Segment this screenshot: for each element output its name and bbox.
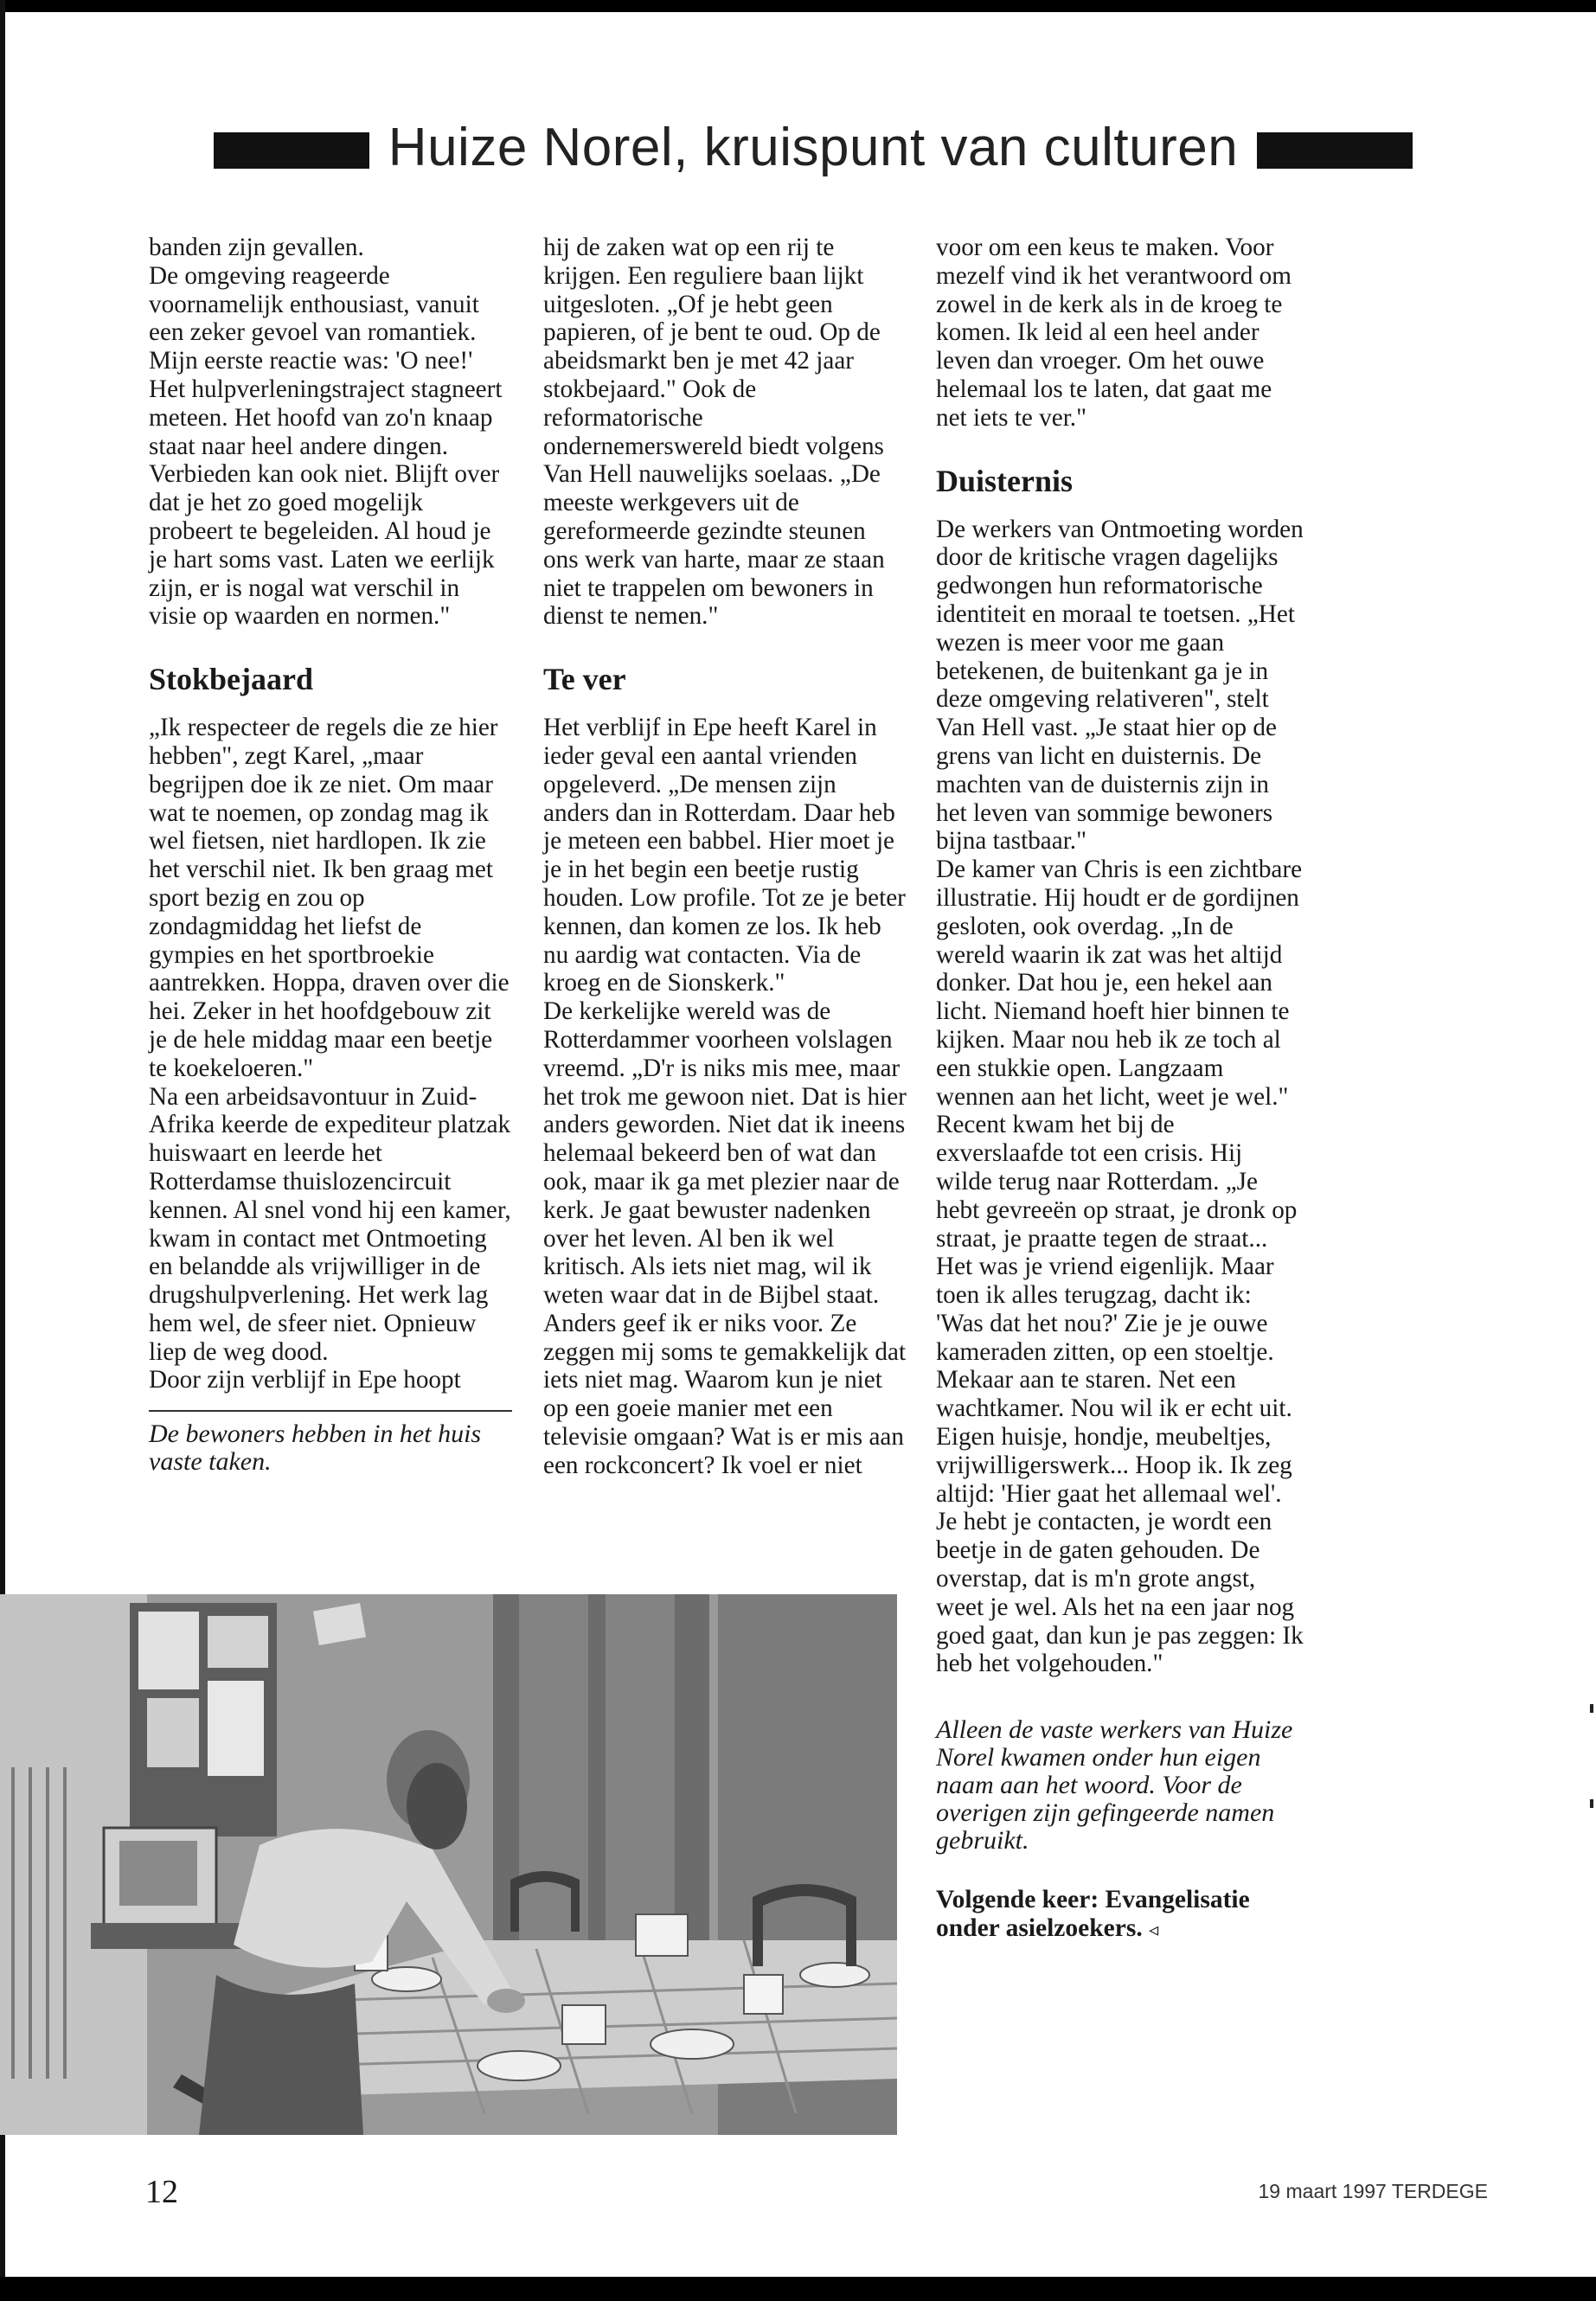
caption-rule [149, 1410, 512, 1476]
paragraph: hij de zaken wat op een rij te krijgen. Een reguliere baan lijkt uitgesloten. „Of je hebt geen papieren, of je bent te oud. Op de abeidsmarkt ben je met 42 jaar stokbejaard." Ook de reformatorische ondernemerswereld biedt volgens Van Hell nauwelijks soelaas. „De meeste werkgevers uit de gereformeerde gezindte steunen ons werk van harte, maar ze staan niet te trappelen om bewoners in dienst te nemen." [543, 234, 885, 631]
paragraph: De werkers van Ontmoeting worden door de kritische vragen dagelijks gedwongen hun reformatorische identiteit en moraal te toetsen. „Het wezen is meer voor me gaan betekenen, de buitenkant ga je in deze omgeving relativeren", stelt Van Hell vast. „Je staat hier op de grens van licht en duisternis. De machten van de duisternis zijn in het leven van sommige bewoners bijna tastbaar." [936, 515, 1304, 856]
photo-illustration [0, 1594, 897, 2135]
paragraph: banden zijn gevallen. [149, 234, 364, 261]
top-border [0, 0, 1596, 12]
column-2 [543, 234, 907, 1480]
column-1 [149, 234, 512, 1476]
paragraph: voor om een keus te maken. Voor mezelf vind ik het verantwoord om zowel in de kerk als in de kroeg te komen. Ik leid al een heel ander leven dan vroeger. Om het ouwe helemaal los te laten, dat gaat me net iets te ver." [936, 234, 1292, 432]
article-title: Huize Norel, kruispunt van culturen [388, 117, 1239, 177]
scan-edge-mark [1590, 1799, 1593, 1808]
page-number: 12 [145, 2174, 178, 2210]
editorial-note: Alleen de vaste werkers van Huize Norel kwamen onder hun eigen naam aan het woord. Voor de overigen zijn gefingeerde namen gebruikt. [936, 1715, 1293, 1856]
paragraph: De kamer van Chris is een zichtbare illustratie. Hij houdt er de gordijnen gesloten, ook overdag. „In de wereld waarin ik zat was het altijd donker. Dat hou je, een hekel aan licht. Niemand hoeft hier binnen te kijken. Maar nou heb ik ze toch al een stukkie open. Langzaam wennen aan het licht, weet je wel." [936, 856, 1303, 1111]
issue-info: 19 maart 1997 TERDEGE [1258, 2180, 1488, 2202]
article-photo [0, 1594, 897, 2135]
paragraph: Na een arbeidsavontuur in Zuid-Afrika keerde de expediteur platzak huiswaart en leerde het Rotterdamse thuislozencircuit kennen. Al snel vond hij een kamer, kwam in contact met Ontmoeting en belandde als vrijwilliger in de drugshulpverlening. Het werk lag hem wel, de sfeer niet. Opnieuw liep de weg dood. [149, 1082, 511, 1366]
next-issue-text: Volgende keer: Evangelisatie onder asielzoekers. [936, 1886, 1250, 1943]
title-bar-right [1257, 132, 1413, 169]
section-heading-te-ver: Te ver [543, 662, 626, 697]
section-heading-stokbejaard: Stokbejaard [149, 662, 314, 697]
section-heading-duisternis: Duisternis [936, 463, 1074, 498]
photo-caption: De bewoners hebben in het huis vaste taken. [149, 1420, 482, 1477]
paragraph: Door zijn verblijf in Epe hoopt [149, 1366, 461, 1394]
next-issue-teaser [936, 1886, 1304, 1944]
paragraph: Het verblijf in Epe heeft Karel in ieder geval een aantal vrienden opgeleverd. „De mensen zijn anders dan in Rotterdam. Daar heb je meteen een babbel. Hier moet je je in het begin een beetje rustig houden. Low profile. Tot ze je beter kennen, dan komen ze los. Ik heb nu aardig wat contacten. Via de kroeg en de Sionskerk." [543, 714, 906, 997]
scan-edge-mark [1590, 1704, 1593, 1713]
bottom-border [0, 2277, 1596, 2301]
end-mark-icon: ◃ [1149, 1919, 1159, 1941]
title-bar-left [214, 132, 369, 169]
column-3 [936, 234, 1304, 1944]
paragraph: De kerkelijke wereld was de Rotterdammer voorheen volslagen vreemd. „D'r is niks mis mee, maar het trok me gewoon niet. Dat is hier anders geworden. Niet dat ik ineens helemaal bekeerd ben of wat dan ook, maar ik ga met plezier naar de kerk. Je gaat bewuster nadenken over het leven. Al ben ik wel kritisch. Als iets niet mag, wil ik weten waar dat in de Bijbel staat. Anders geef ik er niks voor. Ze zeggen mij soms te gemakkelijk dat iets niet mag. Waarom kun je niet op een goeie manier met een televisie omgaan? Wat is er mis aan een rockconcert? Ik voel er niet [543, 997, 907, 1479]
article-header [182, 112, 1445, 182]
paragraph: De omgeving reageerde voornamelijk enthousiast, vanuit een zeker gevoel van romantiek. Mijn eerste reactie was: 'O nee!' Het hulpverleningstraject stagneert meteen. Het hoofd van zo'n knaap staat naar heel andere dingen. Verbieden kan ook niet. Blijft over dat je het zo goed mogelijk probeert te begeleiden. Al houd je je hart soms vast. Laten we eerlijk zijn, er is nogal wat verschil in visie op waarden en normen." [149, 261, 503, 631]
paragraph: Recent kwam het bij de exverslaafde tot een crisis. Hij wilde terug naar Rotterdam. „Je hebt gevreeën op straat, je dronk op straat, je praatte tegen de straat... Het was je vriend eigenlijk. Maar toen ik alles terugzag, dacht ik: 'Was dat het nou?' Zie je je ouwe kameraden zitten, op een stoeltje. Mekaar aan te staren. Net een wachtkamer. Nou wil ik er echt uit. Eigen huisje, hondje, meubeltjes, vrijwilligerswerk... Hoop ik. Ik zeg altijd: 'Hier gaat het allemaal wel'. Je hebt je contacten, je wordt een beetje in de gaten gehouden. De overstap, dat is m'n grote angst, weet je wel. Als het na een jaar nog goed gaat, dan kun je pas zeggen: Ik heb het volgehouden." [936, 1111, 1304, 1678]
paragraph: „Ik respecteer de regels die ze hier hebben", zegt Karel, „maar begrijpen doe ik ze niet. Om maar wat te noemen, op zondag mag ik wel fietsen, niet hardlopen. Ik zie het verschil niet. Ik ben graag met sport bezig en zou op zondagmiddag het liefst de gympies en het sportbroekie aantrekken. Hoppa, draven over die hei. Zeker in het hoofdgebouw zit je de hele middag maar een beetje te koekeloeren." [149, 714, 510, 1082]
